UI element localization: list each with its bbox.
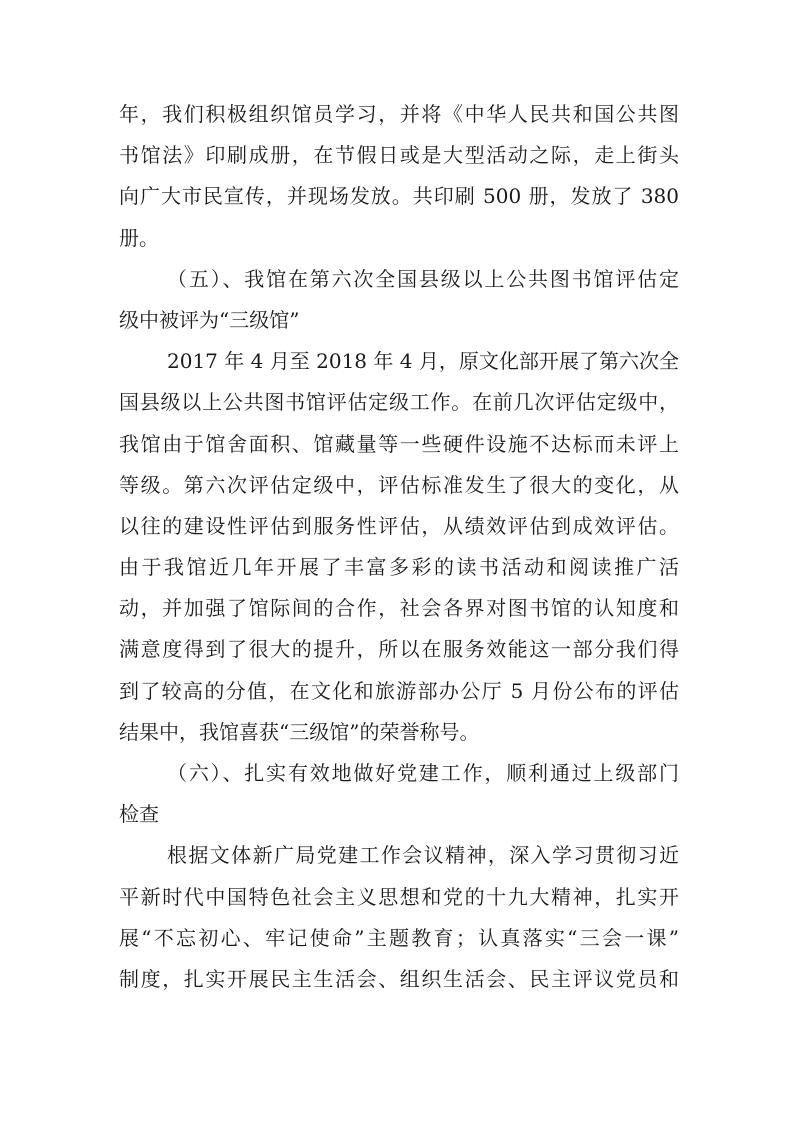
text-line: 年，我们积极组织馆员学习，并将《中华人民共和国公共图 bbox=[119, 102, 679, 126]
text-line: 平新时代中国特色社会主义思想和党的十九大精神，扎实开 bbox=[119, 884, 679, 909]
text-line: 动，并加强了馆际间的合作，社会各界对图书馆的认知度和 bbox=[119, 596, 679, 621]
text-line: 国县级以上公共图书馆评估定级工作。在前几次评估定级中， bbox=[119, 390, 679, 415]
section-heading-line: （六）、扎实有效地做好党建工作，顺利通过上级部门 bbox=[167, 761, 679, 785]
section-heading-line: 级中被评为“三级馆” bbox=[119, 307, 300, 332]
text-line: 到了较高的分值，在文化和旅游部办公厅 5 月份公布的评估 bbox=[119, 678, 679, 703]
section-heading-line: （五）、我馆在第六次全国县级以上公共图书馆评估定 bbox=[167, 266, 679, 291]
body-text bbox=[119, 94, 679, 1000]
text-line: 等级。第六次评估定级中，评估标准发生了很大的变化，从 bbox=[119, 472, 679, 497]
text-line: 满意度得到了很大的提升，所以在服务效能这一部分我们得 bbox=[119, 637, 679, 662]
text-line: 册。 bbox=[119, 225, 159, 250]
section-heading-line: 检查 bbox=[119, 802, 159, 827]
text-line: 根据文体新广局党建工作会议精神，深入学习贯彻习近 bbox=[167, 843, 679, 868]
text-line: 制度，扎实开展民主生活会、组织生活会、民主评议党员和 bbox=[119, 966, 679, 991]
text-line: 我馆由于馆舍面积、馆藏量等一些硬件设施不达标而未评上 bbox=[119, 431, 679, 456]
text-line: 由于我馆近几年开展了丰富多彩的读书活动和阅读推广活 bbox=[119, 555, 679, 580]
text-line: 2017 年 4 月至 2018 年 4 月，原文化部开展了第六次全 bbox=[167, 349, 679, 374]
text-line: 结果中，我馆喜获“三级馆”的荣誉称号。 bbox=[119, 719, 480, 744]
text-line: 展“不忘初心、牢记使命”主题教育；认真落实“三会一课” bbox=[119, 925, 679, 950]
text-line: 书馆法》印刷成册，在节假日或是大型活动之际，走上街头 bbox=[119, 143, 679, 168]
text-line: 以往的建设性评估到服务性评估，从绩效评估到成效评估。 bbox=[119, 513, 679, 538]
text-line: 向广大市民宣传，并现场发放。共印刷 500 册，发放了 380 bbox=[119, 184, 679, 209]
